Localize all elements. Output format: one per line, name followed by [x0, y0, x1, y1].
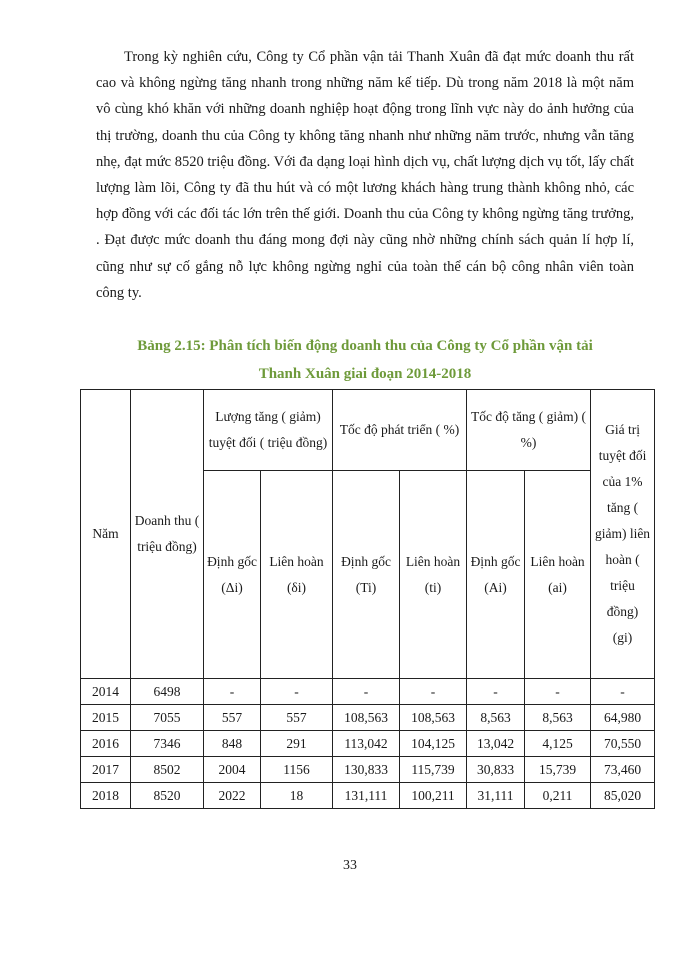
- table-cell: 0,211: [525, 783, 591, 809]
- table-cell: 4,125: [525, 731, 591, 757]
- table-cell: -: [333, 679, 400, 705]
- subheader-lien-hoan-2: [400, 471, 467, 679]
- table-row: [81, 731, 655, 757]
- subheader-symbol: (ti): [424, 579, 442, 595]
- revenue-table: [80, 389, 655, 809]
- table-cell: 557: [204, 705, 261, 731]
- table-cell: 85,020: [591, 783, 655, 809]
- subheader-lien-hoan-3: [525, 471, 591, 679]
- header-doanh-thu: Doanh thu ( triệu đồng): [131, 390, 204, 679]
- subheader-label: Liên hoàn: [269, 553, 324, 569]
- subheader-dinh-goc-1: [204, 471, 261, 679]
- table-cell: 70,550: [591, 731, 655, 757]
- subheader-label: Định gốc: [341, 553, 391, 569]
- header-gia-tri: [591, 390, 655, 679]
- table-cell: 2016: [81, 731, 131, 757]
- table-cell: -: [204, 679, 261, 705]
- table-cell: 1156: [261, 757, 333, 783]
- subheader-symbol: (δi): [286, 579, 307, 595]
- table-cell: 8,563: [467, 705, 525, 731]
- table-cell: 30,833: [467, 757, 525, 783]
- table-caption-line1: Bảng 2.15: Phân tích biến động doanh thu của Công ty Cổ phần vận tải: [137, 338, 593, 354]
- table-cell: 8502: [131, 757, 204, 783]
- subheader-symbol: (Ai): [484, 579, 507, 595]
- table-cell: -: [591, 679, 655, 705]
- subheader-lien-hoan-1: [261, 471, 333, 679]
- table-cell: -: [400, 679, 467, 705]
- table-cell: 7055: [131, 705, 204, 731]
- table-cell: 73,460: [591, 757, 655, 783]
- subheader-label: Định gốc: [207, 553, 257, 569]
- subheader-symbol: (Ti): [355, 579, 377, 595]
- table-cell: 291: [261, 731, 333, 757]
- table-row: [81, 679, 655, 705]
- table-cell: 848: [204, 731, 261, 757]
- table-row: [81, 705, 655, 731]
- subheader-dinh-goc-3: [467, 471, 525, 679]
- table-cell: 2018: [81, 783, 131, 809]
- table-cell: 2014: [81, 679, 131, 705]
- table-caption-line2: Thanh Xuân giai đoạn 2014-2018: [258, 366, 472, 382]
- table-cell: 2017: [81, 757, 131, 783]
- table-cell: 557: [261, 705, 333, 731]
- header-gia-tri-symbol: (gi): [612, 630, 633, 645]
- subheader-dinh-goc-2: [333, 471, 400, 679]
- table-cell: 31,111: [467, 783, 525, 809]
- table-cell: 108,563: [333, 705, 400, 731]
- table-cell: 2022: [204, 783, 261, 809]
- header-gia-tri-text: Giá trị tuyệt đối của 1% tăng ( giảm) liên hoàn ( triệu đồng): [594, 422, 651, 619]
- table-cell: -: [525, 679, 591, 705]
- table-cell: 13,042: [467, 731, 525, 757]
- table-cell: 113,042: [333, 731, 400, 757]
- table-cell: -: [467, 679, 525, 705]
- table-cell: -: [261, 679, 333, 705]
- header-toc-do-tang: Tốc độ tăng ( giảm) ( %): [467, 390, 591, 471]
- subheader-label: Liên hoàn: [530, 553, 585, 569]
- table-row: [81, 783, 655, 809]
- table-cell: 115,739: [400, 757, 467, 783]
- table-cell: 2004: [204, 757, 261, 783]
- table-cell: 15,739: [525, 757, 591, 783]
- body-paragraph: Trong kỳ nghiên cứu, Công ty Cổ phần vận tải Thanh Xuân đã đạt mức doanh thu rất cao và không ngừng tăng nhanh trong những năm kế tiếp. Dù trong năm 2018 là một năm vô cùng khó khăn với những doanh nghiệp hoạt động trong lĩnh vực này do ảnh hưởng của thị trường, doanh thu của Công ty không tăng nhanh như những năm trước, nhưng vẫn tăng nhẹ, đạt mức 8520 triệu đồng. Với đa dạng loại hình dịch vụ, chất lượng dịch vụ tốt, lấy chất lượng làm lõi, Công ty đã thu hút và có một lương khách hàng trung thành không nhỏ, các hợp đồng với các đối tác lớn trên thế giới. Doanh thu của Công ty không ngừng tăng trưởng, . Đạt được mức doanh thu đáng mong đợi này cũng nhờ những chính sách quản lí hợp lí, cũng như sự cố gắng nỗ lực không ngừng nghỉ của toàn thể cán bộ công nhân viên toàn công ty.: [96, 49, 634, 301]
- page-number: 33: [343, 858, 357, 873]
- table-cell: 130,833: [333, 757, 400, 783]
- table-cell: 18: [261, 783, 333, 809]
- table-cell: 131,111: [333, 783, 400, 809]
- header-toc-do-phat-trien: Tốc độ phát triển ( %): [333, 390, 467, 471]
- subheader-symbol: (Δi): [221, 579, 243, 595]
- table-cell: 6498: [131, 679, 204, 705]
- table-cell: 104,125: [400, 731, 467, 757]
- table-row: [81, 757, 655, 783]
- subheader-label: Định gốc: [470, 553, 521, 569]
- header-nam: Năm: [81, 390, 131, 679]
- table-cell: 64,980: [591, 705, 655, 731]
- table-cell: 8520: [131, 783, 204, 809]
- subheader-symbol: (ai): [548, 579, 567, 595]
- table-cell: 2015: [81, 705, 131, 731]
- table-cell: 7346: [131, 731, 204, 757]
- table-cell: 108,563: [400, 705, 467, 731]
- subheader-label: Liên hoàn: [405, 553, 461, 569]
- header-luong-tang: Lượng tăng ( giảm) tuyệt đối ( triệu đồng): [204, 390, 333, 471]
- table-cell: 100,211: [400, 783, 467, 809]
- table-cell: 8,563: [525, 705, 591, 731]
